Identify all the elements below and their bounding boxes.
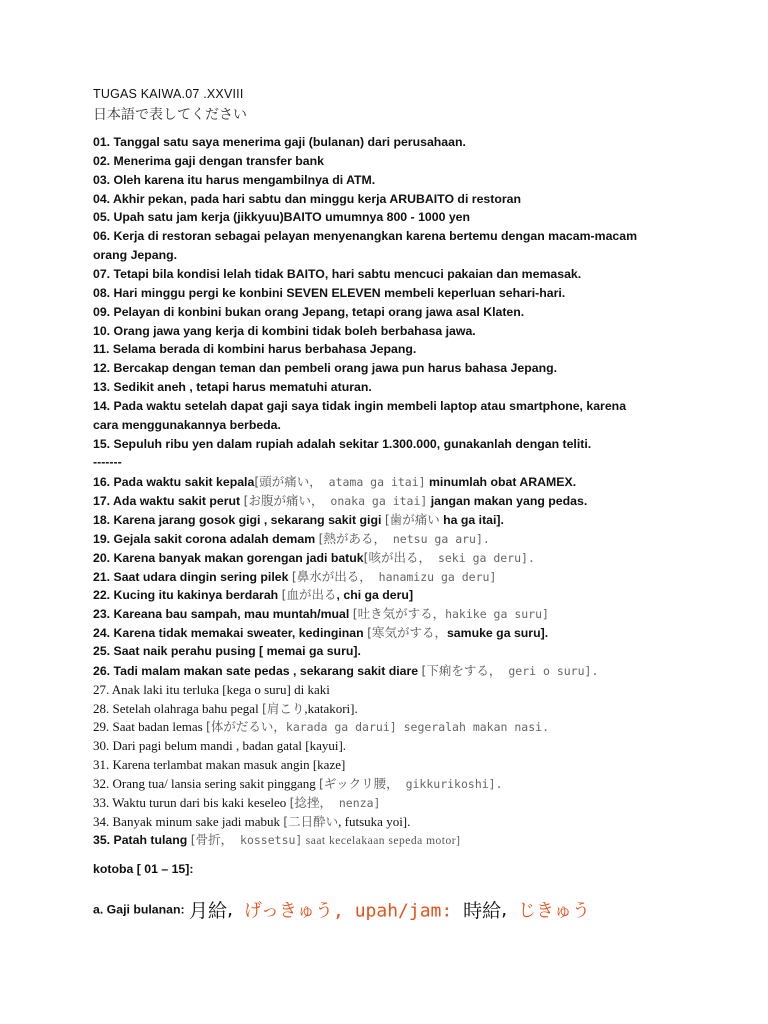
assignment-title: TUGAS KAIWA.07 .XXVIII — [93, 87, 244, 101]
line-mono-text: hanamizu ga deru] — [371, 569, 497, 584]
line-serifsmall-text: saat kecelakaan sepeda motor] — [302, 835, 461, 848]
exercise-line — [93, 416, 281, 435]
line-mono-text: onaka ga itai] — [323, 494, 428, 509]
line-mono-text: netsu ga aru]. — [385, 531, 490, 546]
line-text-text: 06. Kerja di restoran sebagai pelayan menyenangkan karena bertemu dengan macam-macam — [93, 229, 638, 244]
instruction-subtitle: 日本語で表してください — [93, 107, 247, 123]
line-jp-text: [体がだるい， — [206, 719, 286, 735]
line-jp-text: [熱がある， — [318, 530, 386, 546]
exercise-line — [93, 830, 460, 851]
exercise-line — [93, 793, 380, 813]
line-jp-text: [下痢をする， — [421, 662, 502, 678]
line-text-text: 14. Pada waktu setelah dapat gaji saya tidak ingin membeli laptop atau smartphone, karena — [93, 398, 627, 413]
line-text-text: 23. Kareana bau sampah, mau muntah/mual — [93, 607, 353, 622]
line-text-text: 04. Akhir pekan, pada hari sabtu dan minggu kerja ARUBAITO di restoran — [93, 191, 521, 206]
line-mono-text: geri o suru]. — [501, 663, 599, 678]
line-serif2-text: ,katakori]. — [304, 700, 358, 716]
line-text-text: 21. Saat udara dingin sering pilek — [93, 569, 292, 584]
line-jp-text: [歯が痛い — [384, 512, 440, 527]
line-jp-text: [鼻水が出る， — [291, 568, 372, 584]
line-text-text: 19. Gejala sakit corona adalah demam — [93, 531, 319, 546]
line-text-text: 10. Orang jawa yang kerja di kombini tidak boleh berbahasa jawa. — [93, 323, 476, 338]
exercise-line — [93, 359, 557, 378]
exercise-line — [93, 491, 587, 511]
line-serif-text: 33. Waktu turun dari bis kaki keseleo — [93, 794, 290, 810]
separator: , — [501, 898, 508, 921]
line-text-text: 17. Ada waktu sakit perut — [93, 494, 244, 509]
exercise-line — [93, 774, 503, 794]
line-jp-text: [ギックリ腰， — [319, 775, 399, 791]
separator: , — [227, 898, 234, 921]
gaji-label: a. Gaji bulanan: — [93, 902, 185, 917]
line-tail-text: jangan makan yang pedas. — [427, 494, 588, 509]
line-jp-text: [吐き気がする， — [352, 606, 446, 622]
line-jp-text: [骨折， — [190, 832, 234, 848]
kotoba-heading: kotoba [ 01 – 15]: — [93, 862, 194, 876]
line-tail-text: ha ga itai]. — [439, 513, 504, 527]
exercise-line — [93, 190, 521, 209]
exercise-line — [93, 397, 626, 416]
line-text-text: ------- — [93, 455, 122, 470]
exercise-line — [93, 717, 549, 737]
line-text-text: 25. Saat naik perahu pusing [ memai ga suru]. — [93, 643, 361, 658]
kanji-jikyuu: 時給 — [463, 900, 502, 922]
line-serif-text: 31. Karena terlambat makan masuk angin [kaze] — [93, 757, 346, 773]
line-text-text: 01. Tanggal satu saya menerima gaji (bulanan) dari perusahaan. — [93, 135, 466, 149]
reading-jikyuu: じきゅう — [507, 900, 590, 922]
line-text-text: 24. Karena tidak memakai sweater, kedinginan — [93, 626, 368, 641]
exercise-line — [93, 453, 122, 472]
line-jp-text: [頭が痛い， — [254, 474, 322, 490]
line-text-text: 08. Hari minggu pergi ke konbini SEVEN ELEVEN membeli keperluan sehari-hari. — [93, 285, 566, 300]
line-text-text: 07. Tetapi bila kondisi lelah tidak BAITO, hari sabtu mencuci pakaian dan memasak. — [93, 266, 582, 281]
exercise-line — [93, 265, 581, 284]
line-text-text: 15. Sepuluh ribu yen dalam rupiah adalah sekitar 1.300.000, gunakanlah dengan teliti. — [93, 436, 592, 451]
exercise-line — [93, 623, 548, 643]
exercise-line — [93, 133, 466, 152]
line-tail-text: minumlah obat ARAMEX. — [425, 475, 577, 490]
exercise-line — [93, 284, 565, 303]
exercise-line — [93, 699, 358, 719]
line-text-text: 02. Menerima gaji dengan transfer bank — [93, 153, 324, 168]
exercise-line — [93, 755, 345, 775]
line-mono-text: karada ga darui] segeralah makan nasi. — [285, 720, 549, 735]
line-text-text: 03. Oleh karena itu harus mengambilnya di ATM. — [93, 172, 376, 187]
line-serif-text: 28. Setelah olahraga bahu pegal — [93, 700, 262, 716]
line-jp-text: [咳が出る， — [363, 549, 432, 565]
exercise-line — [93, 303, 524, 322]
exercise-line — [93, 812, 410, 832]
exercise-line — [93, 604, 549, 624]
line-text-text: 11. Selama berada di kombini harus berbahasa Jepang. — [93, 342, 417, 357]
exercise-line — [93, 661, 598, 681]
exercise-line — [93, 322, 476, 341]
line-tail-text: samuke ga suru]. — [446, 626, 549, 641]
exercise-line — [93, 472, 576, 492]
line-jp-text: [捻挫， — [289, 794, 332, 810]
exercise-line — [93, 171, 375, 190]
line-mono-text: gikkurikoshi]. — [398, 776, 503, 791]
line-jp-text: [お腹が痛い， — [243, 493, 324, 509]
line-text-text: 16. Pada waktu sakit kepala — [93, 475, 255, 490]
exercise-line — [93, 227, 637, 246]
exercise-line — [93, 585, 413, 605]
exercise-line — [93, 208, 470, 227]
line-mono-text: nenza] — [331, 795, 381, 810]
exercise-line — [93, 680, 330, 700]
line-mono-text: seki ga deru]. — [431, 550, 535, 565]
line-text-text: 05. Upah satu jam kerja (jikkyuu)BAITO umumnya 800 - 1000 yen — [93, 210, 471, 225]
line-jp-text: [肩こり — [261, 700, 305, 716]
line-mono-text: atama ga itai] — [321, 475, 426, 490]
exercise-line — [93, 246, 177, 265]
exercise-line — [93, 378, 372, 397]
exercise-line — [93, 567, 496, 587]
line-serif-text: 29. Saat badan lemas — [93, 719, 206, 735]
reading-gekkyuu: げっきゅう, upah/jam: — [233, 900, 464, 922]
exercise-line — [93, 152, 324, 171]
line-serif2-text: , futsuka yoi]. — [338, 813, 411, 829]
line-serif-text: 27. Anak laki itu terluka [kega o suru] di kaki — [93, 681, 330, 697]
exercise-line — [93, 529, 490, 549]
line-text-text: 35. Patah tulang — [93, 833, 191, 848]
kanji-gekkyuu: 月給 — [189, 900, 228, 922]
line-serif-text: 34. Banyak minum sake jadi mabuk — [93, 813, 284, 829]
line-mono-text: kossetsu] — [233, 833, 303, 848]
exercise-line — [93, 340, 416, 359]
line-text-text: 13. Sedikit aneh , tetapi harus mematuhi aturan. — [93, 380, 372, 395]
line-mono-text: hakike ga suru] — [445, 607, 549, 622]
line-jp-text: [二日酔い — [283, 813, 339, 829]
line-text-text: orang Jepang. — [93, 248, 178, 263]
line-text-text: 18. Karena jarang gosok gigi , sekarang sakit gigi — [93, 513, 385, 527]
line-text-text: 26. Tadi malam makan sate pedas , sekarang sakit diare — [93, 663, 422, 678]
line-serif-text: 30. Dari pagi belum mandi , badan gatal [kayui]. — [93, 738, 347, 754]
line-text-text: 12. Bercakap dengan teman dan pembeli orang jawa pun harus bahasa Jepang. — [93, 361, 558, 376]
line-jp-text: [寒気がする， — [367, 625, 447, 641]
line-serif-text: 32. Orang tua/ lansia sering sakit pinggang — [93, 775, 320, 791]
exercise-line — [93, 435, 591, 454]
exercise-line — [93, 736, 346, 756]
line-tail-text: , chi ga deru] — [336, 588, 414, 603]
line-text-text: 22. Kucing itu kakinya berdarah — [93, 588, 282, 603]
exercise-line — [93, 510, 504, 530]
line-text-text: cara menggunakannya berbeda. — [93, 417, 281, 432]
exercise-line — [93, 548, 535, 568]
vocab-gaji-line — [93, 896, 590, 923]
exercise-line — [93, 642, 361, 661]
line-text-text: 20. Karena banyak makan gorengan jadi batuk — [93, 550, 364, 565]
line-text-text: 09. Pelayan di konbini bukan orang Jepang, tetapi orang jawa asal Klaten. — [93, 304, 525, 319]
line-jp-text: [血が出る — [281, 587, 337, 603]
